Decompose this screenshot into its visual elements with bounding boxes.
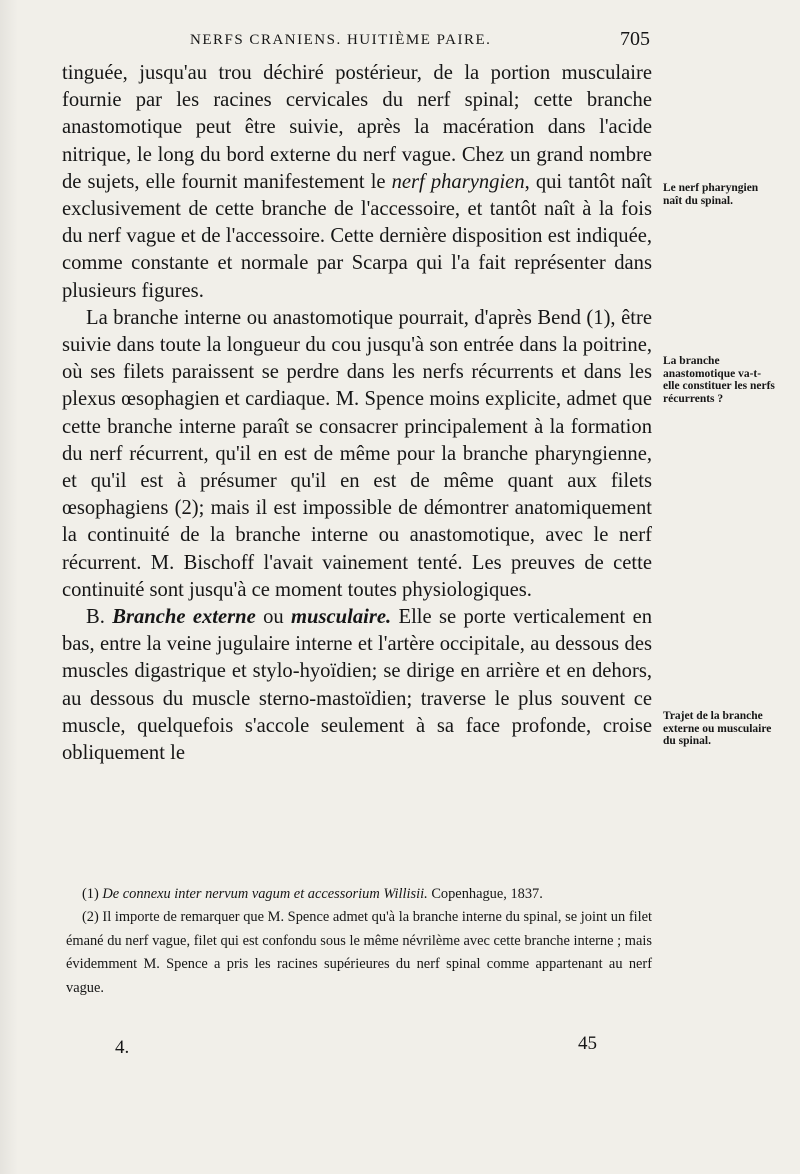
paragraph-3-mid: ou — [255, 606, 292, 629]
footnote-2 — [66, 906, 652, 1000]
paragraph-1-text-b: , qui tantôt naît exclusivement de cette branche de l'accessoire, et tantôt naît à la fois du nerf vague et de l'accessoire. Cette dernière disposition est indiquée, comme constante et normale par Scarpa qui l'a fait représenter dans plusieurs figures. — [62, 170, 652, 302]
footnote-1-marker: (1) — [82, 886, 103, 902]
signature-volume: 4. — [115, 1037, 130, 1058]
paragraph-3-italic-a: Branche externe — [112, 606, 256, 629]
page-number: 705 — [620, 28, 650, 50]
running-head: NERFS CRANIENS. HUITIÈME PAIRE. — [190, 32, 492, 48]
footnote-1-text: Copenhague, 1837. — [427, 886, 543, 902]
margin-note-trajet: Trajet de la branche externe ou musculaire du spinal. — [663, 710, 772, 747]
paragraph-2 — [62, 305, 652, 604]
main-text-column — [62, 60, 652, 767]
footnote-1-title: De connexu inter nervum vagum et accessorium Willisii. — [102, 886, 428, 902]
margin-note-pharyngien: Le nerf pharyngien naît du spinal. — [663, 182, 759, 207]
paragraph-3-text: Elle se porte verticalement en bas, entre la veine jugulaire interne et l'artère occipitale, au dessous des muscles digastrique et stylo-hyoïdien; se dirige en arrière et en dehors, au dessous du muscle sterno-mastoïdien; traverse le plus souvent ce muscle, quelquefois s'accole seulement à sa face profonde, croise obliquement le — [62, 606, 653, 765]
paragraph-3-lead: B. — [86, 606, 113, 629]
footnote-1 — [66, 883, 652, 906]
paragraph-1-text-a: tinguée, jusqu'au trou déchiré postérieur, de la portion musculaire fournie par les racines cervicales du nerf spinal; cette branche anastomotique peut être suivie, après la macération dans l'acide nitrique, le long du bord externe du nerf vague. Chez un grand nombre de sujets, elle fournit manifestement le — [62, 62, 652, 193]
paragraph-1-italic: nerf pharyngien — [391, 170, 525, 193]
paragraph-1 — [62, 60, 652, 305]
footnotes — [66, 883, 652, 1000]
footnote-2-text: (2) Il importe de remarquer que M. Spence admet qu'à la branche interne du spinal, se joint un filet émané du nerf vague, filet qui est confondu sous le même névrilème avec cette branche interne ; mais évidemment M. Spence a pris les racines supérieures du nerf spinal comme appartenant au nerf vague. — [66, 909, 652, 996]
paragraph-3-italic-b: musculaire. — [291, 606, 392, 629]
paragraph-2-text: La branche interne ou anastomotique pourrait, d'après Bend (1), être suivie dans toute la longueur du cou jusqu'à son entrée dans la poitrine, où ses filets paraissent se perdre dans les nerfs récurrents et dans les plexus œsophagien et cardiaque. M. Spence moins explicite, admet que cette branche interne paraît se consacrer principalement à la formation du nerf récurrent, qu'il en est de même pour la branche pharyngienne, et qu'il est à présumer qu'il en est de même quant aux filets œsophagiens (2); mais il est impossible de démontrer anatomiquement la continuité de la branche interne ou anastomotique, avec le nerf récurrent. M. Bischoff l'avait vainement tenté. Les preuves de cette continuité sont jusqu'à ce moment toutes physiologiques. — [62, 306, 652, 601]
margin-note-anastomotique: La branche anastomotique va-t-elle constituer les nerfs récurrents ? — [663, 355, 775, 405]
page-header — [60, 30, 650, 52]
signature-sheet: 45 — [578, 1033, 597, 1054]
paragraph-3 — [62, 604, 652, 767]
